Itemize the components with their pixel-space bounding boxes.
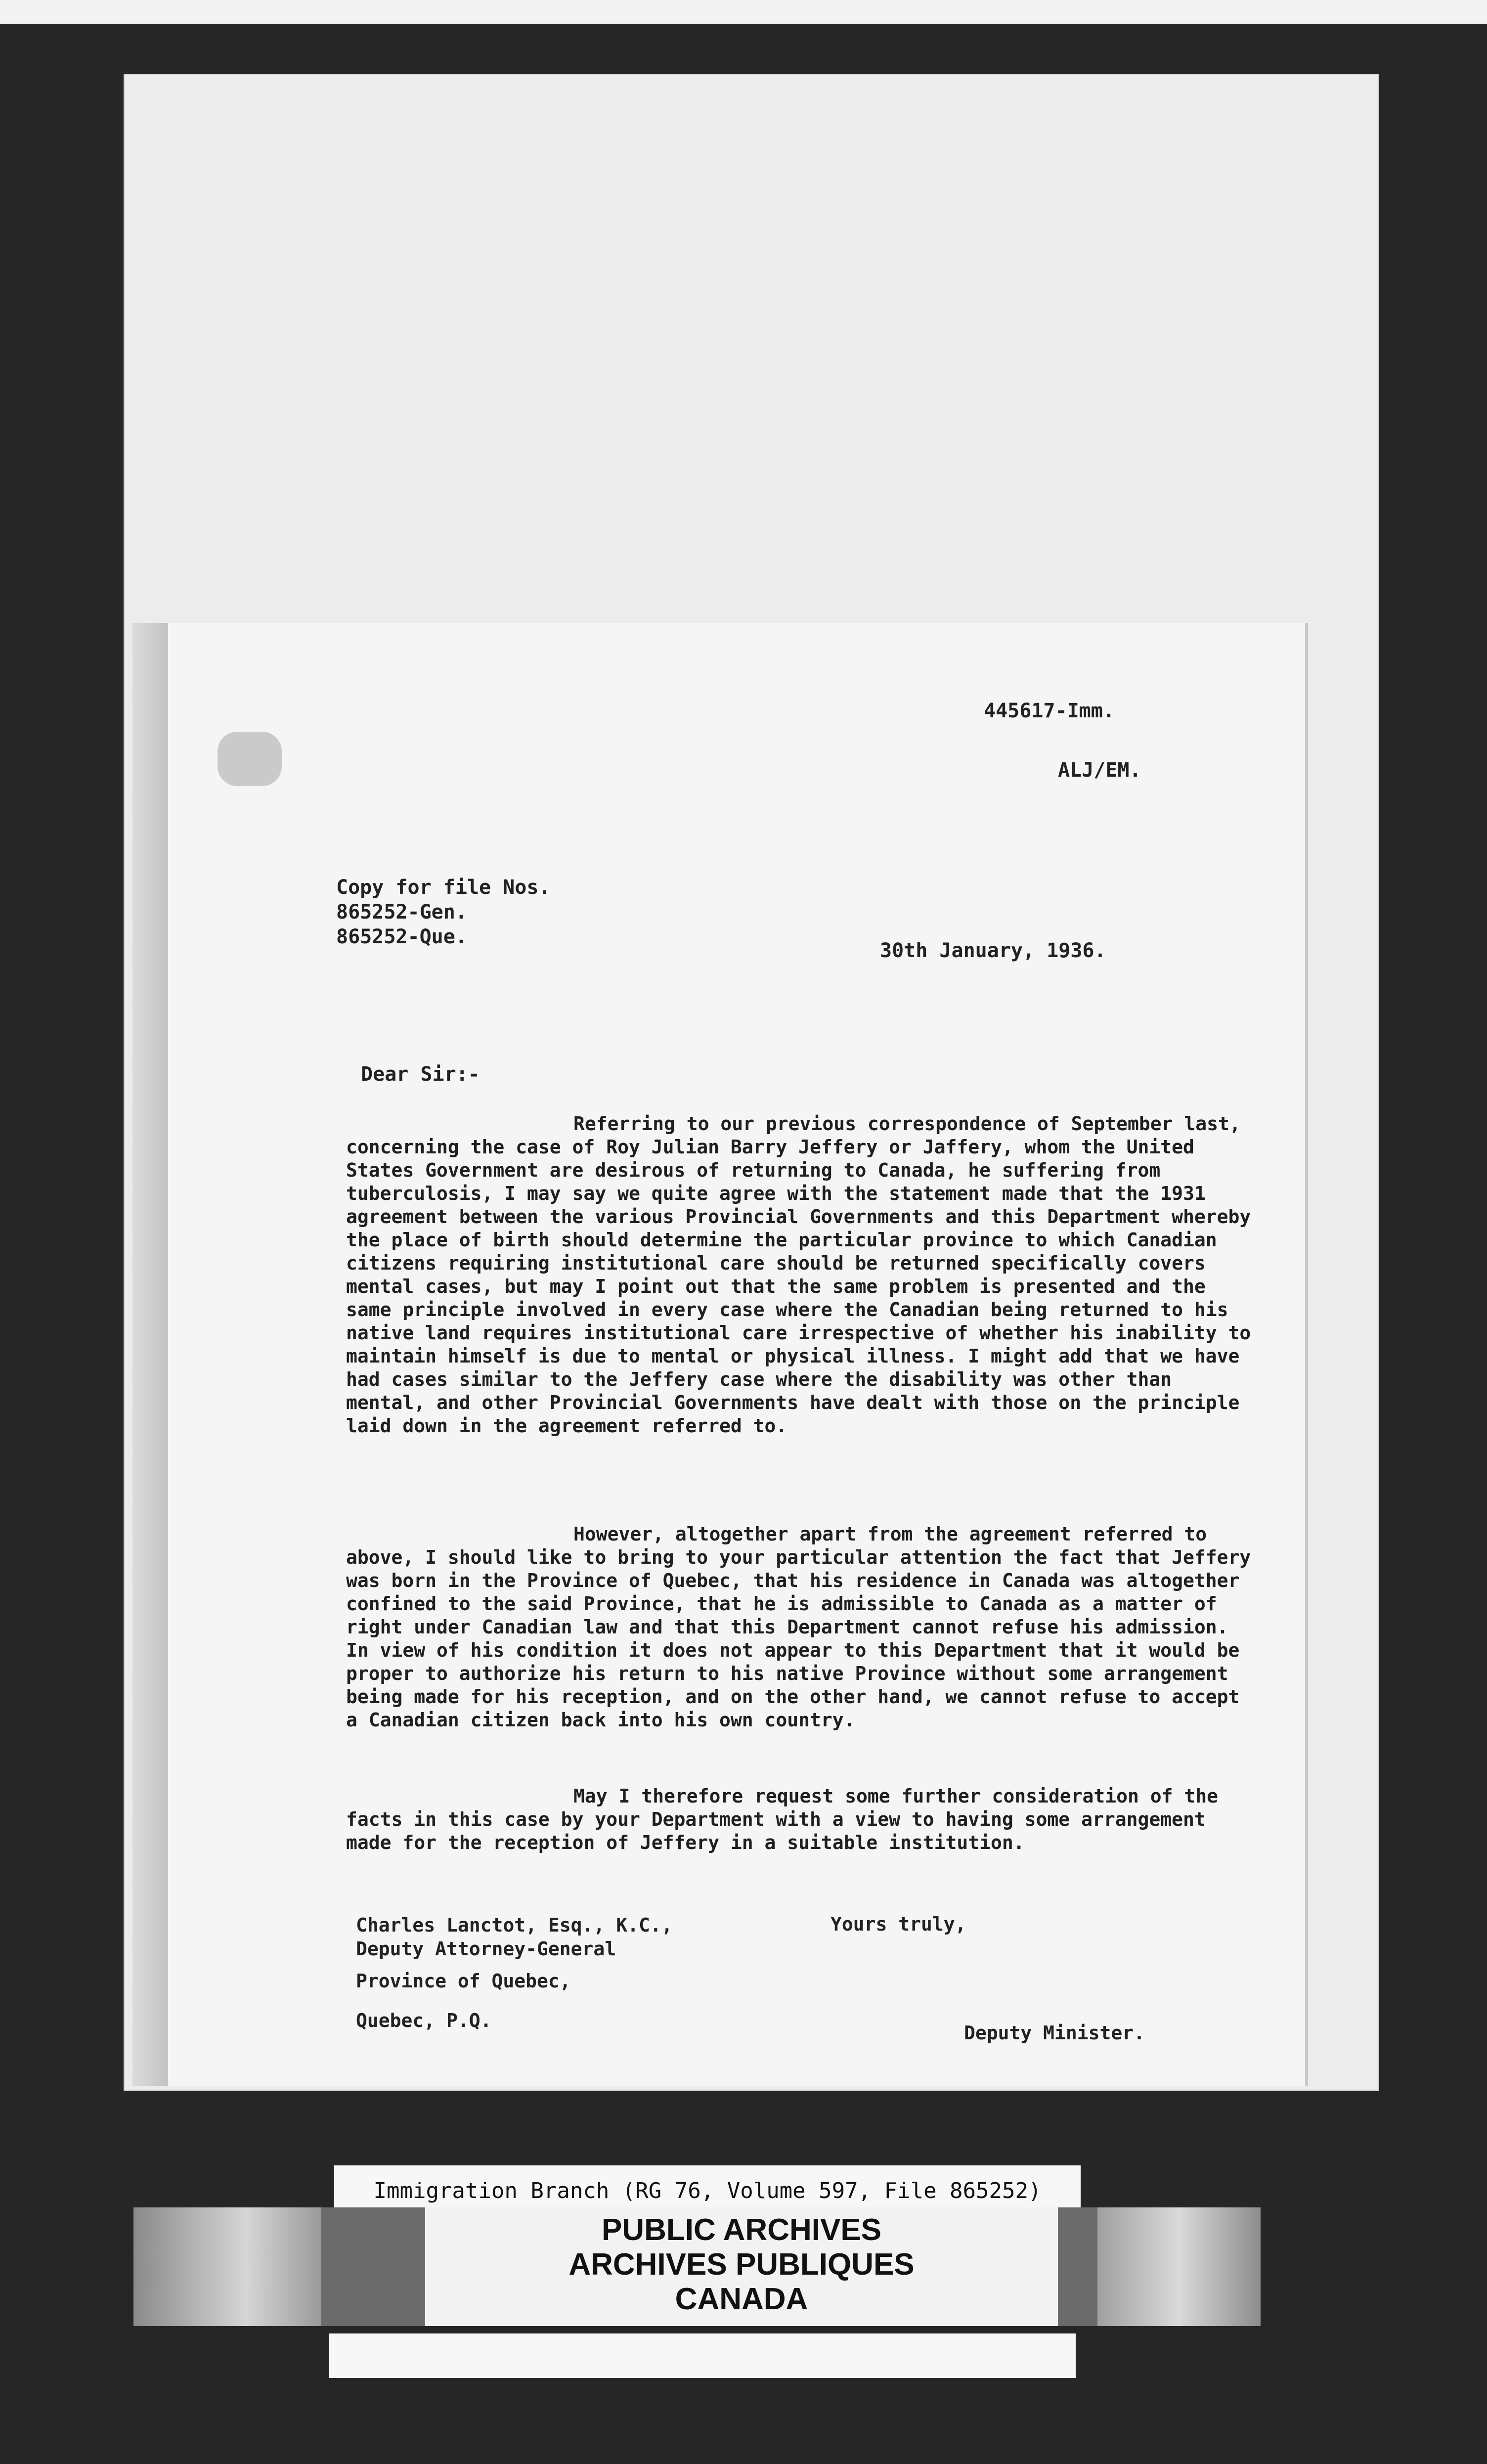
staple-mark (218, 732, 282, 786)
letter-paragraph-1: Referring to our previous correspondence of September last, concerning the case of Roy Julian Barry Jeffery or Jaffery, whom the United States Government are desirous of returning to Canada, he suffering from tuberculosis, I may say we quite agree with the statement made that the 1931 agreement between the various Provincial Governments and this Department whereby the place of birth should determine the particular province to which Canadian citizens requiring institutional care should be returned specifically covers mental cases, but may I point out that the same problem is presented and the same principle involved in every case where the Canadian being returned to his native land requires institutional care irrespective of whether his inability to maintain himself is due to mental or physical illness. I might add that we have had cases similar to the Jeffery case where the disability was other than mental, and other Provincial Governments have dealt with those on the principle laid down in the agreement referred to. (346, 1113, 1251, 1437)
salutation: Dear Sir:- (361, 1063, 480, 1086)
typist-initials: ALJ/EM. (1058, 759, 1141, 782)
stamp-line-3: CANADA (675, 2282, 808, 2316)
addressee-city: Quebec, P.Q. (356, 2010, 492, 2031)
addressee-province: Province of Quebec, (356, 1970, 571, 1992)
letter-date: 30th January, 1936. (880, 939, 1106, 962)
signature-title: Deputy Minister. (964, 2022, 1145, 2044)
file-reference: 445617-Imm. (984, 700, 1115, 722)
archive-stamp (425, 2207, 1058, 2326)
archive-stamp-band (133, 2207, 1261, 2326)
copy-for-file-numbers: Copy for file Nos. 865252-Gen. 865252-Que. (336, 876, 551, 948)
closing: Yours truly, (831, 1913, 966, 1935)
stamp-line-1: PUBLIC ARCHIVES (601, 2213, 882, 2247)
film-clip-right (1097, 2207, 1261, 2326)
letter-paragraph-3: May I therefore request some further consideration of the facts in this case by your Department with a view to having some arrangement made for the reception of Jeffery in a suitable institution. (346, 1785, 1219, 1853)
film-clip-left (133, 2207, 321, 2326)
blank-label-strip (329, 2333, 1076, 2378)
archive-caption: Immigration Branch (RG 76, Volume 597, File 865252) (373, 2178, 1042, 2203)
stamp-line-2: ARCHIVES PUBLIQUES (569, 2247, 915, 2282)
letter-paragraph-2: However, altogether apart from the agreement referred to above, I should like to bring to your particular attention the fact that Jeffery was born in the Province of Quebec, that his residence in Canada was altogether confined to the said Province, that he is admissible to Canada as a matter of right under Canadian law and that this Department cannot refuse his admission. In view of his condition it does not appear to this Department that it would be proper to authorize his return to his native Province without some arrangement being made for his reception, and on the other hand, we cannot refuse to accept a Canadian citizen back into his own country. (346, 1523, 1251, 1731)
addressee-name: Charles Lanctot, Esq., K.C., Deputy Attorney-General (356, 1914, 673, 1960)
film-top-edge (0, 0, 1487, 24)
